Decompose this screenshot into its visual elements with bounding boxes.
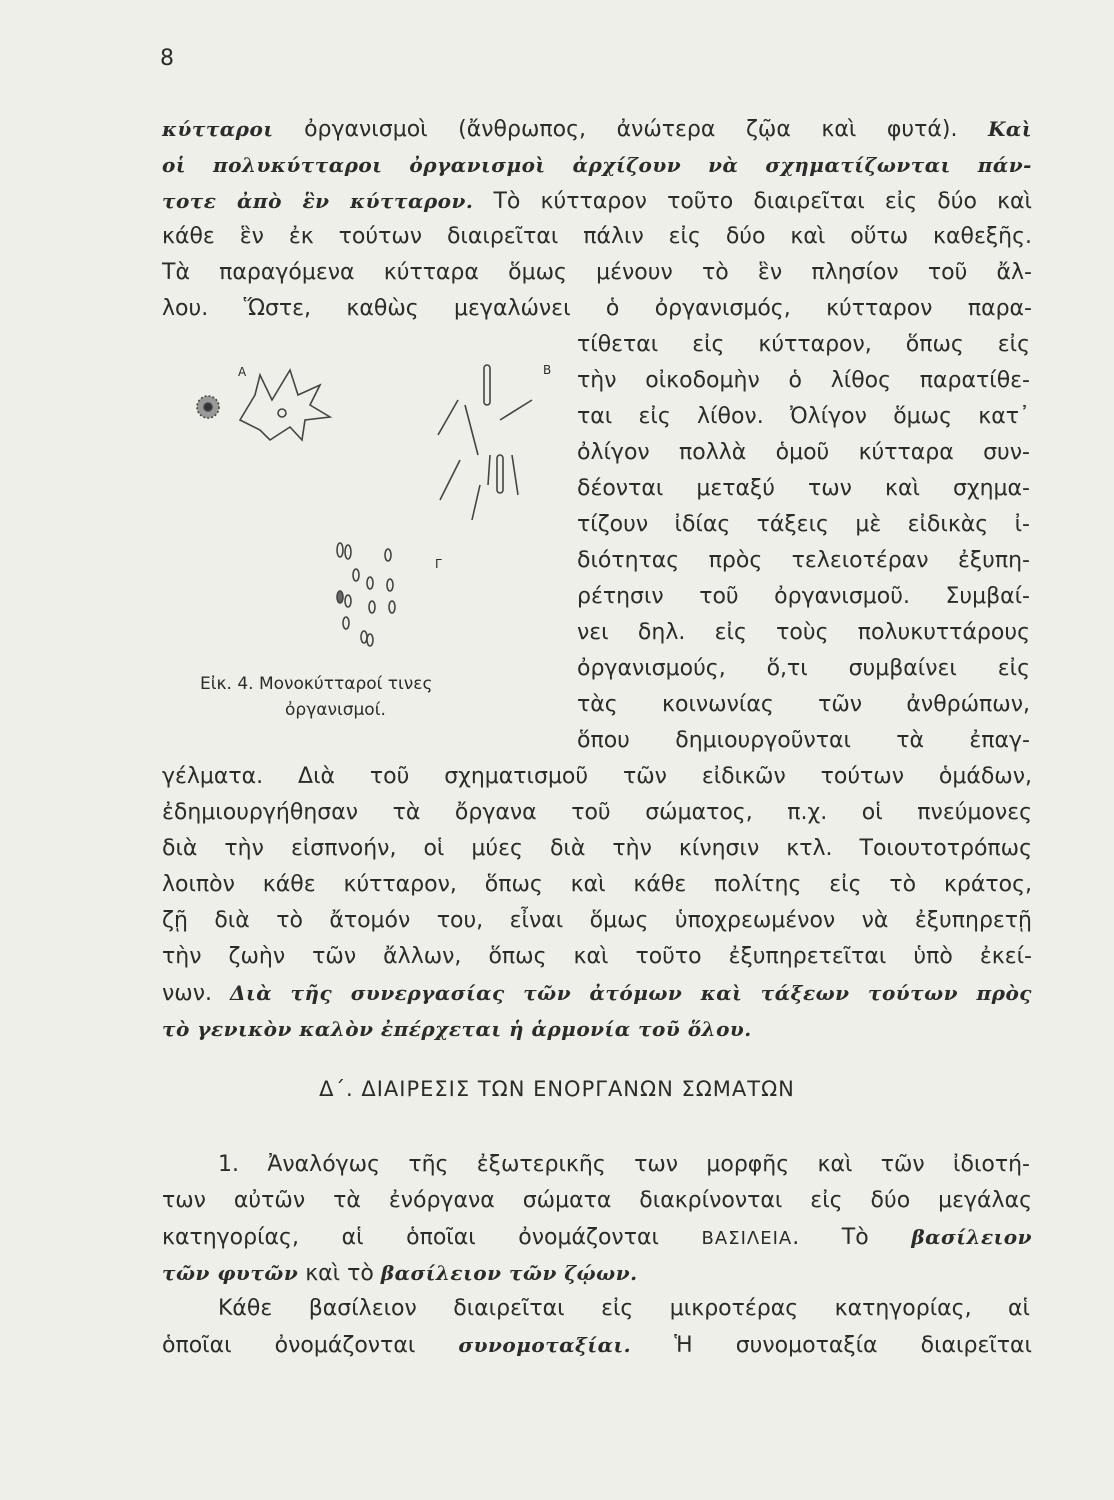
side-text-line: ρέτησιν τοῦ ὀργανισμοῦ. Συμβαί- xyxy=(577,584,1030,609)
text-line: λου. Ὥστε, καθὼς μεγαλώνει ὁ ὀργανισμός, κύτταρον παρα- xyxy=(162,296,1032,321)
text-line: οἱ πολυκύτταροι ὀργανισμοὶ ἀρχίζουν νὰ σχηματίζωνται πάν- xyxy=(162,153,1032,177)
figure-caption-cont: ὀργανισμοί. xyxy=(285,700,386,720)
side-text-line: τὴν οἰκοδομὴν ὁ λίθος παρατίθε- xyxy=(577,368,1030,393)
figure-label-b: B xyxy=(543,363,552,377)
text-line: των αὐτῶν τὰ ἐνόργανα σώματα διακρίνονται εἰς δύο μεγάλας xyxy=(162,1188,1032,1213)
side-text-line: δέονται μεταξύ των καὶ σχημα- xyxy=(577,476,1030,501)
organism-b xyxy=(438,365,532,520)
text-line: Τὰ παραγόμενα κύτταρα ὅμως μένουν τὸ ἓν πλησίον τοῦ ἄλ- xyxy=(162,260,1032,285)
text-line: τοτε ἀπὸ ἓν κύτταρον. Τὸ κύτταρον τοῦτο διαιρεῖται εἰς δύο καὶ xyxy=(162,189,1033,214)
organism-a xyxy=(197,370,330,440)
side-text-line: τίθεται εἰς κύτταρον, ὅπως εἰς xyxy=(577,332,1030,357)
text-line: ἐδημιουργήθησαν τὰ ὄργανα τοῦ σώματος, π.χ. οἱ πνεύμονες xyxy=(162,800,1032,825)
side-text-line: ὀλίγον πολλὰ ὁμοῦ κύτταρα συν- xyxy=(577,440,1030,465)
figure-caption: Εἰκ. 4. Μονοκύτταροί τινες xyxy=(200,674,433,694)
side-text-line: ται εἰς λίθον. Ὀλίγον ὅμως κατ᾿ xyxy=(577,404,1030,429)
text-line: τὴν ζωὴν τῶν ἄλλων, ὅπως καὶ τοῦτο ἐξυπηρετεῖται ὑπὸ ἐκεί- xyxy=(162,944,1032,969)
side-text-line: ὅπου δημιουργοῦνται τὰ ἐπαγ- xyxy=(577,728,1030,753)
figure-label-a: A xyxy=(238,365,247,379)
text-line: κάθε ἓν ἐκ τούτων διαιρεῖται πάλιν εἰς δύο καὶ οὕτω καθεξῆς. xyxy=(162,224,1032,249)
organism-g xyxy=(337,543,395,646)
text-line: 1. Ἀναλόγως τῆς ἐξωτερικῆς των μορφῆς καὶ τῶν ἰδιοτή- xyxy=(218,1152,1030,1177)
text-line: νων. Διὰ τῆς συνεργασίας τῶν ἀτόμων καὶ τάξεων τούτων πρὸς xyxy=(162,981,1032,1006)
text-line: ὁποῖαι ὀνομάζονται συνομοταξίαι. Ἡ συνομοταξία διαιρεῖται xyxy=(162,1333,1032,1358)
side-text-line: ὀργανισμούς, ὅ,τι συμβαίνει εἰς xyxy=(577,656,1030,681)
text-line: ζῇ διὰ τὸ ἄτομόν του, εἶναι ὅμως ὑποχρεωμένον νὰ ἐξυπηρετῇ xyxy=(162,908,1032,933)
section-heading: Δ΄. ΔΙΑΙΡΕΣΙΣ ΤΩΝ ΕΝΟΡΓΑΝΩΝ ΣΩΜΑΤΩΝ xyxy=(319,1077,795,1101)
text-line: τῶν φυτῶν καὶ τὸ βασίλειον τῶν ζῴων. xyxy=(162,1261,638,1286)
text-line: λοιπὸν κάθε κύτταρον, ὅπως καὶ κάθε πολίτης εἰς τὸ κράτος, xyxy=(162,872,1032,897)
page-number: 8 xyxy=(160,46,174,71)
figure-illustration xyxy=(160,345,560,665)
figure-unicellular-organisms xyxy=(160,345,560,669)
text-line: κύτταροι ὀργανισμοὶ (ἄνθρωπος, ἀνώτερα ζῷα καὶ φυτά). Καὶ xyxy=(162,117,1032,142)
side-text-line: τίζουν ἰδίας τάξεις μὲ εἰδικὰς ἰ- xyxy=(577,512,1030,537)
text-line: διὰ τὴν εἰσπνοήν, οἱ μύες διὰ τὴν κίνησιν κτλ. Τοιουτοτρόπως xyxy=(162,836,1032,861)
text-line: τὸ γενικὸν καλὸν ἐπέρχεται ἡ ἁρμονία τοῦ ὅλου. xyxy=(162,1017,752,1041)
side-text-line: τὰς κοινωνίας τῶν ἀνθρώπων, xyxy=(577,692,1030,717)
side-text-line: διότητας πρὸς τελειοτέραν ἐξυπη- xyxy=(577,548,1030,573)
text-line: γέλματα. Διὰ τοῦ σχηματισμοῦ τῶν εἰδικῶν τούτων ὁμάδων, xyxy=(162,764,1032,789)
text-line: Κάθε βασίλειον διαιρεῖται εἰς μικροτέρας κατηγορίας, αἱ xyxy=(218,1296,1030,1321)
figure-label-g: Γ xyxy=(435,557,442,571)
side-text-line: νει δηλ. εἰς τοὺς πολυκυττάρους xyxy=(577,620,1030,645)
text-line: κατηγορίας, αἱ ὁποῖαι ὀνομάζονται ΒΑΣΙΛΕΙΑ. Τὸ βασίλειον xyxy=(162,1225,1032,1250)
